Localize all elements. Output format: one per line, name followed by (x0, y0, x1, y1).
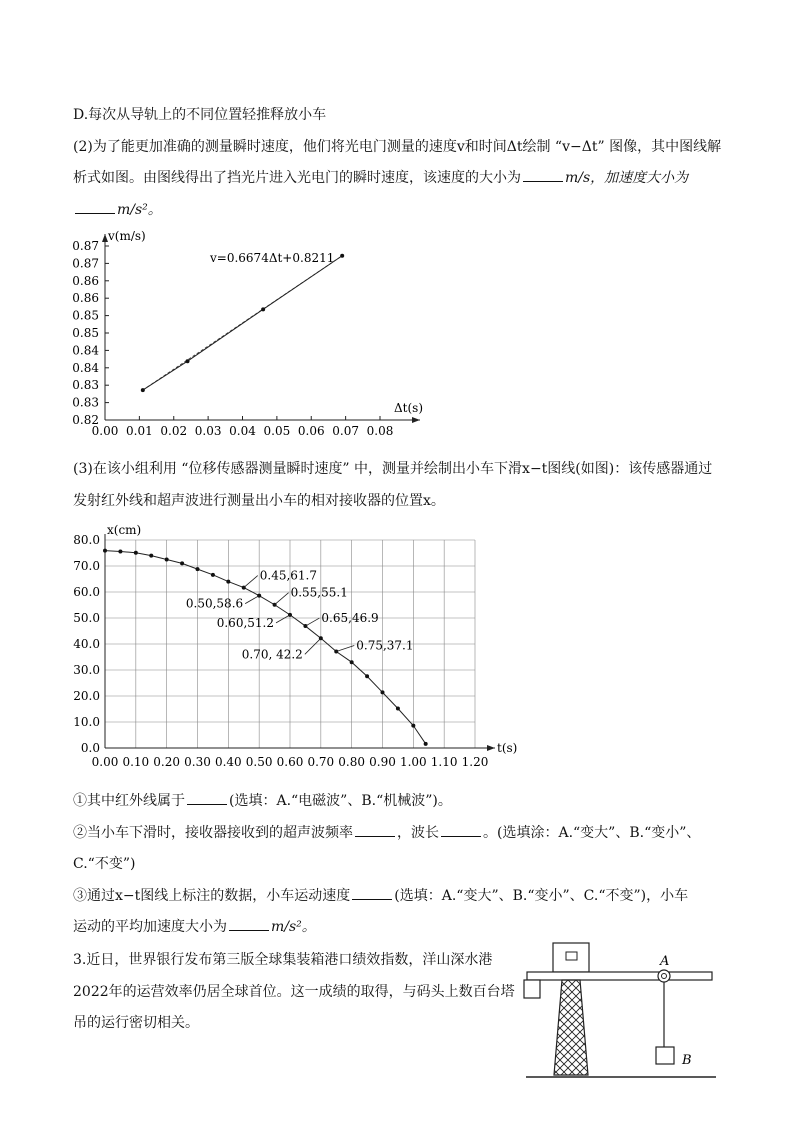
x-axis-arrow (487, 745, 495, 751)
y-axis-label: x(cm) (107, 523, 142, 537)
p3-line2: 2022年的运营效率仍居全球首位。这一成绩的取得，与码头上数百台塔 (73, 984, 515, 1000)
y-tick-label: 0.86 (72, 273, 99, 288)
y-tick-label: 0.83 (72, 395, 99, 410)
q3-sub2 (73, 822, 700, 842)
answer-blank-acceleration[interactable] (75, 201, 115, 214)
data-label: 0.70, 42.2 (241, 647, 303, 662)
data-point (118, 549, 122, 553)
counterweight (524, 980, 540, 998)
x-tick-label: 0.40 (214, 755, 242, 769)
y-tick-label: 10.0 (73, 715, 100, 729)
data-point (411, 724, 415, 728)
x-axis-arrow (412, 417, 420, 423)
y-tick-label: 60.0 (73, 585, 100, 599)
data-point (396, 706, 400, 710)
y-tick-label: 0.83 (72, 378, 99, 393)
crane-tower (554, 980, 588, 1075)
data-point (134, 551, 138, 555)
answer-blank-avg-acceleration[interactable] (229, 918, 269, 931)
pulley-inner (662, 974, 667, 979)
label-a: A (660, 954, 670, 969)
fit-equation: v=0.6674Δt+0.8211 (210, 251, 335, 265)
y-tick-label: 70.0 (73, 559, 100, 573)
x-t-chart (60, 520, 518, 776)
x-tick-label: 0.04 (229, 424, 256, 438)
data-point (226, 580, 230, 584)
x-tick-label: 0.50 (245, 755, 273, 769)
x-axis-label: t(s) (497, 741, 518, 755)
q3-line2: 发射红外线和超声波进行测量出小车的相对接收器的位置x。 (73, 493, 445, 509)
x-tick-label: 0.90 (369, 755, 396, 769)
x-tick-label: 0.60 (276, 755, 304, 769)
y-tick-label: 40.0 (73, 637, 100, 651)
x-tick-label: 0.06 (297, 424, 325, 438)
y-tick-label: 0.84 (72, 360, 99, 375)
data-point (180, 561, 184, 565)
x-tick-label: 0.80 (338, 755, 366, 769)
y-tick-label: 20.0 (73, 689, 100, 703)
x-tick-label: 0.02 (160, 424, 188, 438)
data-label: 0.65,46.9 (321, 611, 379, 626)
data-label-leader (276, 615, 290, 623)
x-tick-label: 0.20 (153, 755, 181, 769)
data-label: 0.50,58.6 (185, 596, 244, 611)
y-tick-label: 0.85 (72, 326, 99, 340)
x-axis-label: Δt(s) (394, 401, 424, 415)
p3-line3: 吊的运行密切相关。 (73, 1015, 199, 1031)
y-tick-label: 0.86 (72, 291, 99, 306)
data-label-leader (245, 596, 259, 604)
y-tick-label: 0.82 (72, 413, 99, 427)
q3-sub3-b: (选填：A.“变大”、B.“变小”、C.“不变”)，小车 (394, 888, 689, 904)
q2-line2a: 析式如图。由图线得出了挡光片进入光电门的瞬时速度，该速度的大小为 (73, 170, 521, 186)
q3-sub3-c: 运动的平均加速度大小为 (73, 919, 227, 935)
v-dt-chart (60, 222, 424, 444)
y-axis-label: v(m/s) (108, 229, 146, 243)
x-tick-label: 0.03 (194, 424, 222, 438)
q3-sub1-a: ①其中红外线属于 (73, 793, 185, 809)
data-label-leader (305, 638, 321, 654)
tower-crane-figure (520, 940, 720, 1082)
data-point (165, 558, 169, 562)
data-label: 0.45,61.7 (259, 568, 318, 583)
x-tick-label: 0.00 (91, 424, 119, 438)
y-tick-label: 0.87 (72, 256, 99, 271)
answer-blank-frequency[interactable] (355, 824, 395, 837)
data-point (424, 742, 428, 746)
data-label-leader (244, 576, 258, 588)
data-label: 0.55,55.1 (290, 585, 348, 600)
x-tick-label: 0.10 (122, 755, 150, 769)
load-box (656, 1047, 674, 1064)
p3-line1: 3.近日，世界银行发布第三版全球集装箱港口绩效指数，洋山深水港 (73, 952, 493, 968)
y-tick-label: 50.0 (73, 611, 100, 625)
x-tick-label: 1.20 (461, 755, 489, 769)
x-tick-label: 0.70 (307, 755, 335, 769)
data-point (365, 674, 369, 678)
x-tick-label: 1.10 (430, 755, 458, 769)
x-tick-label: 0.01 (126, 424, 153, 438)
data-point (350, 660, 354, 664)
data-point (186, 359, 190, 363)
y-tick-label: 0.85 (72, 308, 99, 323)
x-tick-label: 0.05 (263, 424, 291, 438)
q2-line1: (2)为了能更加准确的测量瞬时速度，他们将光电门测量的速度v和时间Δt绘制 “v−Δt” 图像，其中图线解 (73, 139, 722, 155)
q3-line1: (3)在该小组利用 “位移传感器测量瞬时速度” 中，测量并绘制出小车下滑x−t图线(如图)：该传感器通过 (73, 461, 713, 477)
data-point (211, 573, 215, 577)
data-point (340, 254, 344, 258)
label-b: B (682, 1053, 692, 1068)
q3-sub3-cont (73, 916, 316, 936)
q3-sub3 (73, 885, 688, 905)
data-point (149, 554, 153, 558)
q3-sub1 (73, 790, 452, 810)
data-label-leader (275, 593, 289, 605)
q3-sub1-b: (选填：A.“电磁波”、B.“机械波”)。 (229, 793, 452, 809)
data-point (103, 549, 107, 553)
y-tick-label: 0.87 (72, 239, 99, 253)
y-tick-label: 0.84 (72, 343, 99, 358)
crane-cab-window (566, 952, 577, 960)
x-tick-label: 1.00 (399, 755, 427, 769)
q2-line3-unit: m/s²。 (117, 202, 162, 218)
data-point (381, 690, 385, 694)
data-label-leader (305, 618, 319, 626)
answer-blank-wavelength[interactable] (441, 824, 481, 837)
data-label: 0.75,37.1 (356, 638, 414, 653)
answer-blank-infrared[interactable] (187, 792, 227, 805)
answer-blank-velocity[interactable] (523, 169, 563, 182)
q3-sub2-a: ②当小车下滑时，接收器接收到的超声波频率 (73, 825, 353, 841)
y-tick-label: 80.0 (73, 533, 100, 547)
data-label: 0.60,51.2 (216, 615, 274, 630)
q3-sub3-a: ③通过x−t图线上标注的数据，小车运动速度 (73, 888, 351, 904)
q3-sub3-d: m/s²。 (271, 919, 316, 935)
q2-line3 (73, 199, 162, 219)
y-tick-label: 30.0 (73, 663, 100, 677)
data-point (196, 567, 200, 571)
y-tick-label: 0.0 (80, 741, 100, 755)
x-tick-label: 0.00 (91, 755, 119, 769)
q3-sub2-c: 。(选填涂：A.“变大”、B.“变小”、 (483, 825, 701, 841)
q3-sub2-cont: C.“不变”) (73, 856, 136, 872)
option-d: D.每次从导轨上的不同位置轻推释放小车 (73, 107, 327, 123)
data-point (257, 594, 261, 598)
data-point (141, 388, 145, 392)
x-tick-label: 0.30 (184, 755, 211, 769)
data-point (261, 307, 265, 311)
answer-blank-speed[interactable] (352, 887, 392, 900)
x-tick-label: 0.08 (366, 424, 394, 438)
q2-line2 (73, 167, 688, 187)
q3-sub2-b: ，波长 (397, 825, 439, 841)
q2-line2b: m/s，加速度大小为 (565, 170, 689, 186)
crane-jib (527, 972, 712, 980)
x-tick-label: 0.07 (332, 424, 359, 438)
